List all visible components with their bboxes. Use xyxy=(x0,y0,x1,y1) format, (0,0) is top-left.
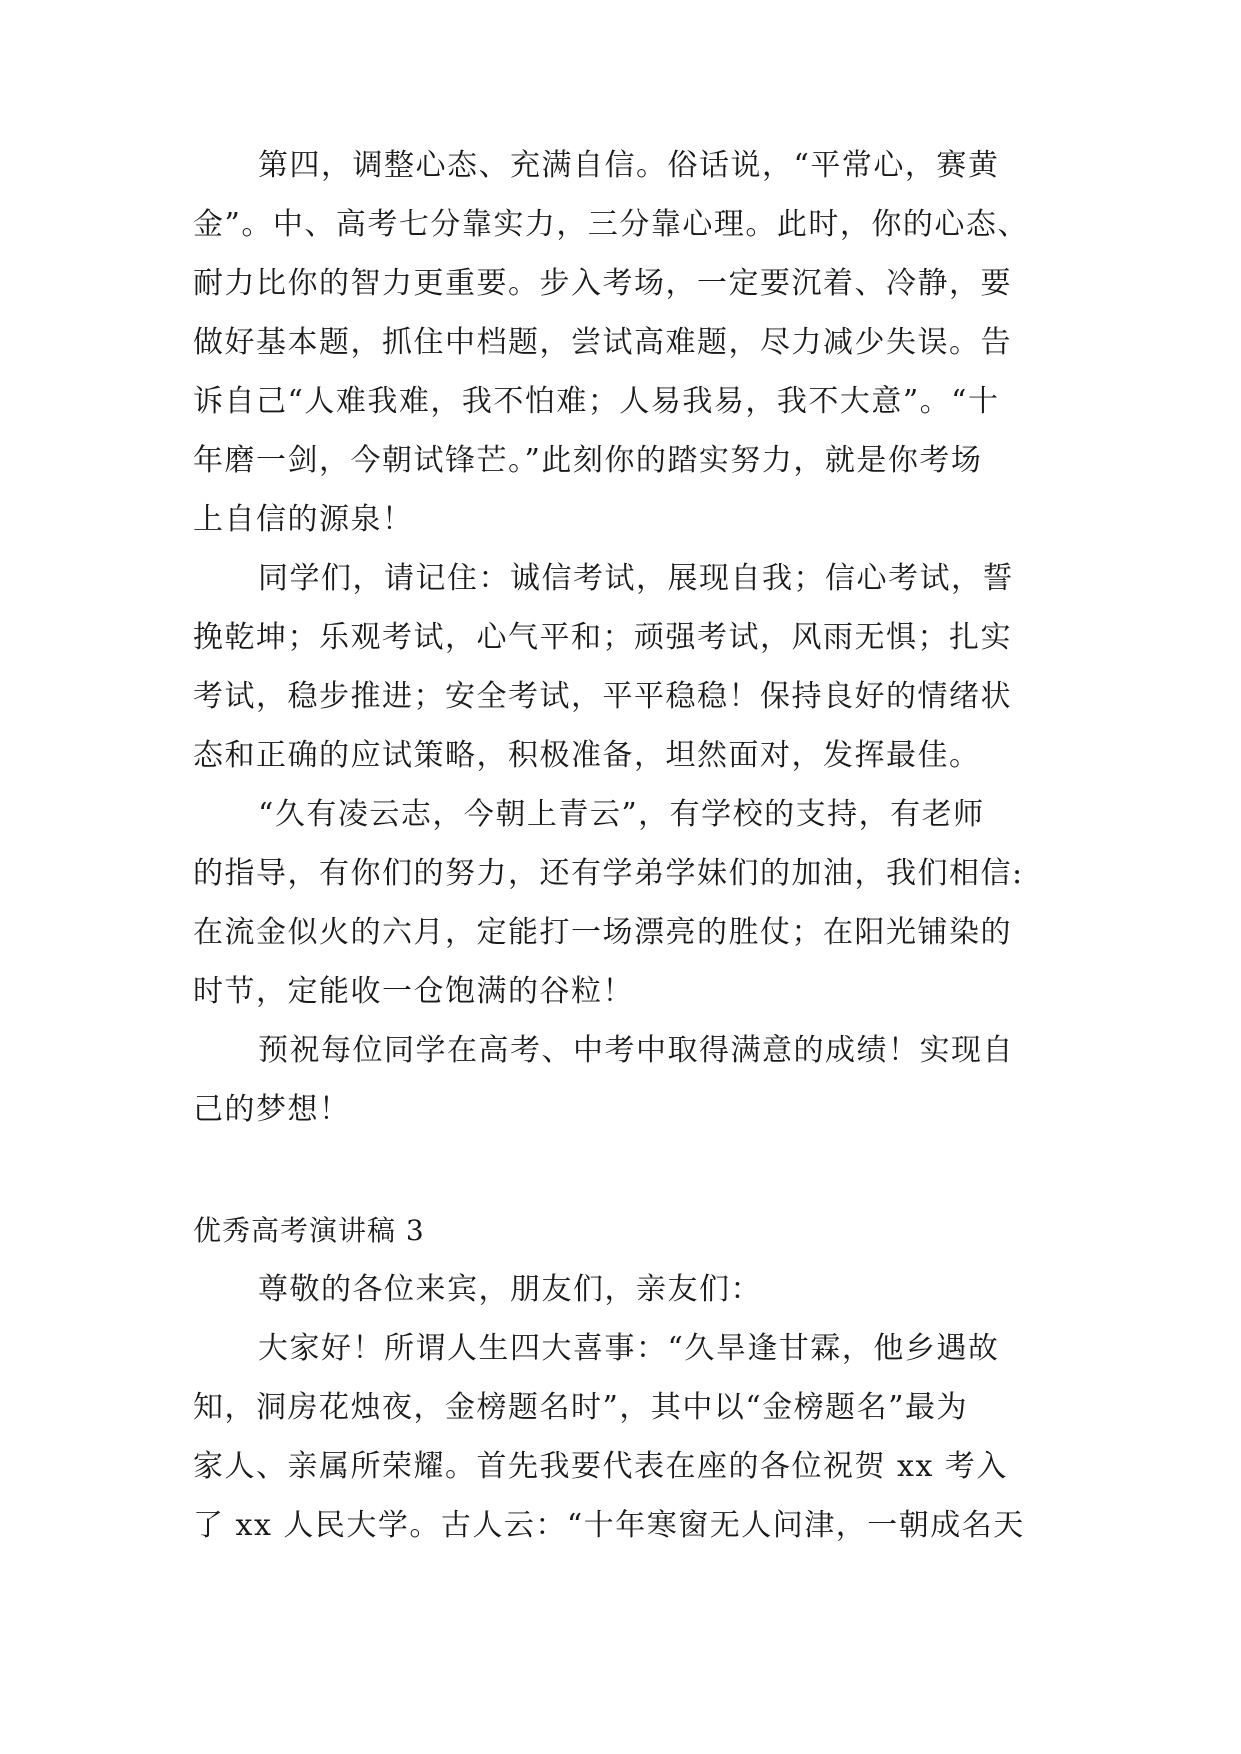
paragraph-line: 上自信的源泉！ xyxy=(193,502,414,537)
paragraph-line: 耐力比你的智力更重要。步入考场，一定要沉着、冷静，要 xyxy=(193,266,1012,301)
paragraph-line: 挽乾坤；乐观考试，心气平和；顽强考试，风雨无惧；扎实 xyxy=(193,620,1012,655)
paragraph-line: 诉自己“人难我难，我不怕难；人易我易，我不大意”。“十 xyxy=(193,384,1000,419)
paragraph-line: 的指导，有你们的努力，还有学弟学妹们的加油，我们相信: xyxy=(193,856,1024,891)
paragraph-line: 第四，调整心态、充满自信。俗话说，“平常心，赛黄 xyxy=(258,148,1000,183)
paragraph-line: 金”。中、高考七分靠实力，三分靠心理。此时，你的心态、 xyxy=(193,207,1029,242)
paragraph-line: 同学们，请记住：诚信考试，展现自我；信心考试，誓 xyxy=(258,561,1014,596)
paragraph-line: 在流金似火的六月，定能打一场漂亮的胜仗；在阳光铺染的 xyxy=(193,915,1012,950)
paragraph-line: 预祝每位同学在高考、中考中取得满意的成绩！实现自 xyxy=(258,1033,1014,1068)
paragraph-line: 时节，定能收一仓饱满的谷粒！ xyxy=(193,974,634,1009)
section-heading: 优秀高考演讲稿 3 xyxy=(193,1214,425,1247)
paragraph-line: “久有凌云志，今朝上青云”，有学校的支持，有老师 xyxy=(258,797,985,832)
paragraph-line: 年磨一剑，今朝试锋芒。”此刻你的踏实努力，就是你考场 xyxy=(193,443,983,478)
paragraph-line: 知，洞房花烛夜，金榜题名时”，其中以“金榜题名”最为 xyxy=(193,1390,969,1425)
paragraph-line: 了 xx 人民大学。古人云：“十年寒窗无人问津，一朝成名天 xyxy=(193,1508,1025,1543)
paragraph-line: 大家好！所谓人生四大喜事：“久旱逢甘霖，他乡遇故 xyxy=(258,1331,1000,1366)
paragraph-line: 做好基本题，抓住中档题，尝试高难题，尽力减少失误。告 xyxy=(193,325,1012,360)
paragraph-line: 态和正确的应试策略，积极准备，坦然面对，发挥最佳。 xyxy=(193,738,981,773)
paragraph-line: 考试，稳步推进；安全考试，平平稳稳！保持良好的情绪状 xyxy=(193,679,1012,714)
paragraph-line: 尊敬的各位来宾，朋友们，亲友们： xyxy=(258,1272,762,1307)
paragraph-line: 己的梦想！ xyxy=(193,1092,351,1127)
paragraph-line: 家人、亲属所荣耀。首先我要代表在座的各位祝贺 xx 考入 xyxy=(193,1449,1008,1484)
